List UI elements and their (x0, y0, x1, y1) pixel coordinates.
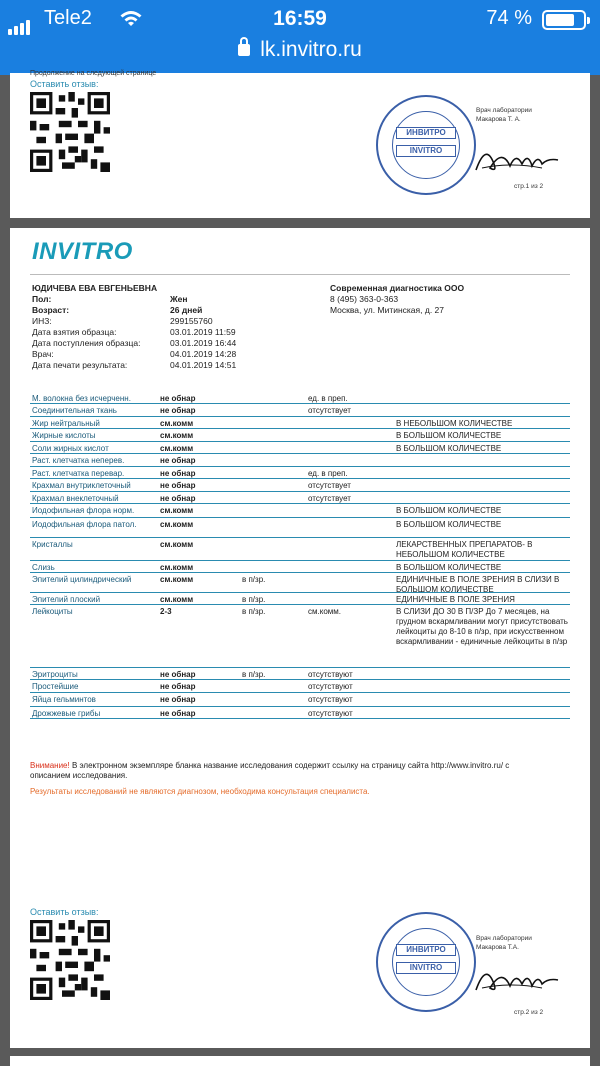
document-page-1 (10, 70, 590, 218)
result-cell: не обнар (160, 494, 196, 503)
battery-icon (542, 10, 586, 30)
comment-cell: ЛЕКАРСТВЕННЫХ ПРЕПАРАТОВ- В НЕБОЛЬШОМ КОЛИЧЕСТВЕ (396, 540, 533, 559)
result-cell: см.комм (160, 540, 194, 549)
table-row (30, 467, 570, 479)
reference-cell: отсутствуют (308, 709, 353, 718)
result-cell: не обнар (160, 709, 196, 718)
page-number: стр.2 из 2 (514, 1009, 544, 1016)
document-page-3-edge (10, 1056, 590, 1066)
result-cell: см.комм (160, 506, 194, 515)
result-cell: не обнар (160, 695, 196, 704)
table-row (30, 442, 570, 454)
result-cell: см.комм (160, 575, 194, 584)
result-cell: см.комм (160, 431, 194, 440)
reference-cell: отсутствуют (308, 695, 353, 704)
result-cell: не обнар (160, 670, 196, 679)
test-name-cell[interactable]: Иодофильная флора норм. (32, 506, 135, 515)
result-cell: см.комм (160, 419, 194, 428)
test-name-cell[interactable]: Раст. клетчатка неперев. (32, 456, 125, 465)
test-name-cell[interactable]: Жирные кислоты (32, 431, 96, 440)
qr-code-icon[interactable] (30, 920, 110, 1000)
test-name-cell[interactable]: Эпителий цилиндрический (32, 575, 132, 584)
table-row (30, 454, 570, 467)
comment-cell: В БОЛЬШОМ КОЛИЧЕСТВЕ (396, 431, 502, 440)
page-number: стр.1 из 2 (514, 183, 544, 190)
table-row (30, 707, 570, 719)
result-cell: не обнар (160, 481, 196, 490)
table-row (30, 573, 570, 593)
comment-cell: В СЛИЗИ ДО 30 В П/ЗР До 7 месяцев, на грудном вскармливании могут присутствовать лейкоциты до 8-10 в п/зр, при искусственном вскармливании - единичные лейкоциты в п/зр (396, 607, 568, 646)
result-cell: см.комм (160, 520, 194, 529)
table-row (30, 605, 570, 668)
table-row (30, 479, 570, 492)
signature-image (472, 958, 562, 998)
table-row (30, 492, 570, 504)
patient-labels: ЮДИЧЕВА ЕВА ЕВГЕНЬЕВНА Пол: Возраст: ИНЗ: Дата взятия образца: Дата поступления образца: Врач: Дата печати результата: (32, 283, 172, 371)
test-name-cell[interactable]: Крахмал внеклеточный (32, 494, 119, 503)
invitro-logo: INVITRO (32, 238, 133, 265)
stamp-seal: ИНВИТРО INVITRO (376, 912, 476, 1012)
test-name-cell[interactable]: Дрожжевые грибы (32, 709, 101, 718)
unit-cell: в п/зр. (242, 670, 266, 679)
table-row (30, 693, 570, 707)
note-disclaimer: Результаты исследований не являются диагнозом, необходима консультация специалиста. (30, 787, 370, 796)
result-cell: см.комм (160, 444, 194, 453)
test-name-cell[interactable]: Эпителий плоский (32, 595, 101, 604)
comment-cell: В НЕБОЛЬШОМ КОЛИЧЕСТВЕ (396, 419, 513, 428)
table-row (30, 404, 570, 417)
comment-cell: В БОЛЬШОМ КОЛИЧЕСТВЕ (396, 563, 502, 572)
qr-code-icon[interactable] (30, 92, 110, 172)
patient-name: ЮДИЧЕВА ЕВА ЕВГЕНЬЕВНА (32, 283, 158, 293)
table-row (30, 538, 570, 561)
reference-cell: отсутствует (308, 494, 351, 503)
review-label: Оставить отзыв: (30, 907, 99, 917)
test-name-cell[interactable]: Лейкоциты (32, 607, 73, 616)
lock-icon (238, 44, 250, 56)
address-bar[interactable] (0, 38, 600, 62)
unit-cell: в п/зр. (242, 575, 266, 584)
result-cell: не обнар (160, 394, 196, 403)
result-cell: см.комм (160, 595, 194, 604)
lab-info: Современная диагностика ООО 8 (495) 363-0-363 Москва, ул. Митинская, д. 27 (330, 283, 465, 315)
test-name-cell[interactable]: Простейшие (32, 682, 79, 691)
stamp-seal: ИНВИТРО INVITRO (376, 95, 476, 195)
reference-cell: отсутствуют (308, 682, 353, 691)
test-name-cell[interactable]: Эритроциты (32, 670, 78, 679)
table-row (30, 561, 570, 573)
result-cell: не обнар (160, 682, 196, 691)
continued-text: Продолжение на следующей странице (30, 70, 157, 77)
comment-cell: В БОЛЬШОМ КОЛИЧЕСТВЕ (396, 506, 502, 515)
comment-cell: В БОЛЬШОМ КОЛИЧЕСТВЕ (396, 520, 502, 529)
reference-cell: см.комм. (308, 607, 341, 616)
doctor-info: Врач лаборатории Макарова Т.А. (476, 935, 532, 951)
table-row (30, 417, 570, 429)
status-bar (0, 0, 600, 75)
table-row (30, 593, 570, 605)
unit-cell: в п/зр. (242, 595, 266, 604)
patient-values: Жен 26 дней 299155760 03.01.2019 11:59 03.01.2019 16:44 04.01.2019 14:28 04.01.2019 14:51 (170, 294, 237, 370)
reference-cell: отсутствует (308, 481, 351, 490)
comment-cell: ЕДИНИЧНЫЕ В ПОЛЕ ЗРЕНИЯ (396, 595, 515, 604)
table-row (30, 504, 570, 518)
result-cell: не обнар (160, 456, 196, 465)
results-table (30, 392, 570, 719)
carrier-name: Tele2 (44, 7, 92, 29)
signature-image (472, 138, 562, 178)
test-name-cell[interactable]: Раст. клетчатка перевар. (32, 469, 125, 478)
test-name-cell[interactable]: Жир нейтральный (32, 419, 100, 428)
comment-cell: В БОЛЬШОМ КОЛИЧЕСТВЕ (396, 444, 502, 453)
test-name-cell[interactable]: М. волокна без исчерченн. (32, 394, 131, 403)
table-row (30, 392, 570, 404)
test-name-cell[interactable]: Соединительная ткань (32, 406, 117, 415)
result-cell: см.комм (160, 563, 194, 572)
test-name-cell[interactable]: Крахмал внутриклеточный (32, 481, 131, 490)
comment-cell: ЕДИНИЧНЫЕ В ПОЛЕ ЗРЕНИЯ В СЛИЗИ В БОЛЬШОМ КОЛИЧЕСТВЕ (396, 575, 560, 594)
table-row (30, 429, 570, 442)
review-label: Оставить отзыв: (30, 79, 99, 89)
unit-cell: в п/зр. (242, 607, 266, 616)
reference-cell: ед. в преп. (308, 394, 348, 403)
test-name-cell[interactable]: Соли жирных кислот (32, 444, 109, 453)
result-cell: не обнар (160, 406, 196, 415)
result-cell: не обнар (160, 469, 196, 478)
test-name-cell[interactable]: Кристаллы (32, 540, 73, 549)
note-attention: Внимание! В электронном экземпляре бланка название исследования содержит ссылку на страницу сайта http://www.invitro.ru/ с описанием исследования. (30, 761, 510, 780)
battery-percent: 74 % (486, 7, 532, 29)
reference-cell: отсутствует (308, 406, 351, 415)
reference-cell: отсутствуют (308, 670, 353, 679)
reference-cell: ед. в преп. (308, 469, 348, 478)
result-cell: 2-3 (160, 607, 172, 616)
table-row (30, 668, 570, 680)
test-name-cell[interactable]: Яйца гельминтов (32, 695, 96, 704)
document-page-2 (10, 228, 590, 1048)
test-name-cell[interactable]: Иодофильная флора патол. (32, 520, 137, 529)
url-text: lk.invitro.ru (260, 38, 362, 61)
doctor-info: Врач лаборатории Макарова Т. А. (476, 107, 532, 123)
clock: 16:59 (273, 7, 327, 30)
test-name-cell[interactable]: Слизь (32, 563, 55, 572)
table-row (30, 680, 570, 693)
table-row (30, 518, 570, 538)
